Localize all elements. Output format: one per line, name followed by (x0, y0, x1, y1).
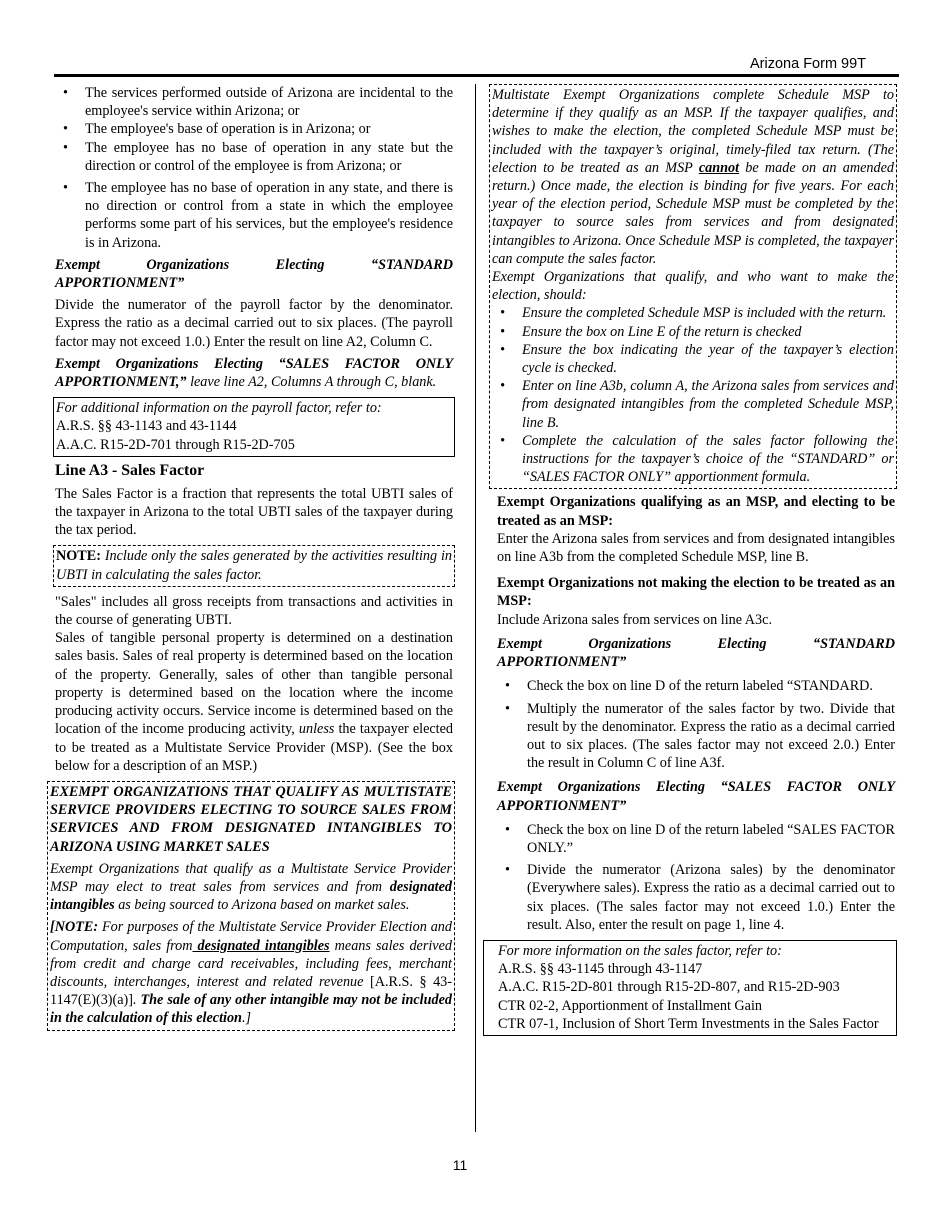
msp-elect-heading: Exempt Organizations qualifying as an MSP, and electing to be treated as an MSP: (497, 494, 895, 529)
form-title: Arizona Form 99T (750, 56, 867, 72)
employee-criteria-list (55, 84, 453, 252)
right-column (492, 84, 895, 1036)
msp-election-box (47, 781, 455, 1031)
msp-box-note (50, 918, 452, 1027)
not-msp-text: Include Arizona sales from services on line A3c. (497, 611, 772, 628)
sales-rules-text: Sales of tangible personal property is determined on a destination sales basis. Sales of real property is determined based on the location of the property. Generally, sales of other than tangible personal property is determined based on the location where the income producing activity occurs. Service income is determined based on the location of the income producing activity, (55, 630, 453, 738)
standard-apportionment-heading: Exempt Organizations Electing “STANDARD APPORTIONMENT” (55, 256, 453, 292)
msp-instructions-paragraph (492, 86, 894, 268)
list-item: • The employee has no base of operation in any state but the direction or control of the employee is from Arizona; or (55, 139, 453, 175)
list-item: • Check the box on line D of the return labeled “STANDARD. (497, 677, 895, 695)
list-item: • Complete the calculation of the sales factor following the instructions for the taxpayer’s choice of the “STANDARD” or “SALES FACTOR ONLY” apportionment formula. (492, 432, 894, 487)
sales-rules (55, 629, 453, 775)
list-item: • The employee has no base of operation in any state, and there is no direction or control from a state in which the employee performs some part of his services, but the employee's residence is in Arizona. (55, 179, 453, 252)
msp-instructions-list (492, 304, 894, 486)
page-number: 11 (452, 1157, 468, 1173)
msp-note-period: . (132, 992, 141, 1009)
list-item: • The employee's base of operation is in Arizona; or (55, 120, 453, 138)
payroll-reference-intro: For additional information on the payroll factor, refer to: (56, 400, 382, 417)
sales-rules-unless: unless (298, 721, 335, 738)
list-item: • Check the box on line D of the return labeled “SALES FACTOR ONLY.” (497, 821, 895, 857)
msp-instructions-text-cont: be made on an amended return.) Once made, the election is binding for five years. For each year of the election period, Schedule MSP must be completed by the taxpayer to source sales from services and from designated intangibles to Arizona. Once Schedule MSP is completed, the taxpayer can compute the sales factor. (492, 159, 894, 267)
sales-factor-heading: Line A3 - Sales Factor (55, 461, 205, 479)
sales-reference-aac: A.A.C. R15-2D-801 through R15-2D-807, and R15-2D-903 (498, 979, 840, 996)
header-rule (54, 74, 899, 77)
list-item: • Ensure the box on Line E of the return is checked (492, 323, 894, 341)
msp-note-designated: designated intangibles (192, 937, 330, 954)
msp-instructions-cannot: cannot (698, 159, 740, 176)
msp-box-text-cont: as being sourced to Arizona based on market sales. (114, 897, 410, 914)
column-divider (475, 84, 476, 1132)
note-paragraph (56, 547, 452, 583)
msp-box-text: Exempt Organizations that qualify as a Multistate Service Provider MSP may elect to treat sales from services and from (50, 860, 452, 895)
sfo-sales-list (497, 821, 895, 934)
note-text: Include only the sales generated by the activities resulting in UBTI in calculating the sales factor. (56, 548, 452, 583)
msp-instructions-box (489, 84, 897, 489)
list-item: • Ensure the completed Schedule MSP is included with the return. (492, 304, 894, 322)
msp-note-citation: [A.R.S. § 43-1147(E)(3)(a)] (50, 973, 452, 1009)
payroll-reference-aac: A.A.C. R15-2D-701 through R15-2D-705 (56, 436, 295, 453)
sfo-heading: Exempt Organizations Electing “SALES FACTOR ONLY APPORTIONMENT,” (55, 355, 453, 391)
sales-rules-text-cont: the taxpayer elected to be treated as a Multistate Service Provider (MSP). (See the box below for a description of an MSP.) (55, 721, 454, 774)
msp-note-restriction: The sale of any other intangible may not be included in the calculation of this election (50, 992, 453, 1027)
sales-factor-intro: The Sales Factor is a fraction that represents the total UBTI sales of the taxpayer in Arizona to the total UBTI sales of the taxpayer during the tax period. (55, 485, 453, 539)
list-item: • Divide the numerator (Arizona sales) by the denominator (Everywhere sales). Express the ratio as a decimal carried out to six places. (The sales factor may not exceed 1.0.) Enter the result. Also, enter the result on page 1, line 4. (497, 861, 895, 934)
sales-reference-ctr-02: CTR 02-2, Apportionment of Installment Gain (498, 997, 763, 1014)
payroll-reference-box (53, 397, 455, 457)
msp-instructions-intro: Exempt Organizations that qualify, and who want to make the election, should: (492, 269, 894, 304)
sfo-text: leave line A2, Columns A through C, blank. (186, 374, 437, 391)
msp-instructions-text: Multistate Exempt Organizations complete Schedule MSP to determine if they qualify as an MSP. If the taxpayer qualifies, and wishes to make the election, the completed Schedule MSP must be included with the taxpayer’s original, timely-filed tax return. (The election to be treated as an MSP (492, 87, 894, 176)
sfo-sales-heading: Exempt Organizations Electing “SALES FACTOR ONLY APPORTIONMENT” (497, 779, 895, 814)
standard-sales-list (497, 677, 895, 772)
standard-apportionment-text: Divide the numerator of the payroll factor by the denominator. Express the ratio as a decimal carried out to six places. (The payroll factor may not exceed 1.0.) Enter the result on line A2, Column C. (55, 297, 453, 350)
note-label: NOTE: (56, 548, 101, 565)
sales-reference-intro: For more information on the sales factor, refer to: (498, 942, 782, 959)
msp-note-label: [NOTE: (50, 919, 99, 936)
msp-note-close: .] (241, 1010, 252, 1027)
msp-note-text-cont: means sales derived from credit and charge card receivables, including fees, merchant discounts, interchanges, interest and related revenue (50, 937, 452, 990)
standard-sales-heading: Exempt Organizations Electing “STANDARD APPORTIONMENT” (497, 635, 895, 671)
sfo-paragraph (55, 355, 453, 391)
not-msp-heading: Exempt Organizations not making the election to be treated as an MSP: (497, 575, 895, 610)
sales-reference-ars: A.R.S. §§ 43-1145 through 43-1147 (498, 961, 703, 978)
sales-reference-box (483, 940, 897, 1036)
msp-box-heading: EXEMPT ORGANIZATIONS THAT QUALIFY AS MULTISTATE SERVICE PROVIDERS ELECTING TO SOURCE SALES FROM SERVICES AND FROM DESIGNATED INTANGIBLES TO ARIZONA USING MARKET SALES (50, 783, 452, 855)
list-item: • Multiply the numerator of the sales factor by two. Divide that result by the denominator. Express the ratio as a decimal carried out to six places. (The sales factor may not exceed 2.0.) Enter the result in Column C of line A3f. (497, 700, 895, 773)
list-item: • The services performed outside of Arizona are incidental to the employee's service within Arizona; or (55, 84, 453, 120)
msp-box-paragraph (50, 860, 452, 915)
msp-box-designated: designated intangibles (50, 878, 452, 914)
list-item: • Ensure the box indicating the year of the taxpayer’s election cycle is checked. (492, 341, 894, 377)
note-box (53, 545, 455, 586)
payroll-reference-ars: A.R.S. §§ 43-1143 and 43-1144 (56, 418, 237, 435)
msp-elect-text: Enter the Arizona sales from services and from designated intangibles on line A3b from the completed Schedule MSP, line B. (497, 530, 895, 566)
sales-reference-ctr-07: CTR 07-1, Inclusion of Short Term Investments in the Sales Factor (498, 1015, 879, 1032)
msp-note-text: For purposes of the Multistate Service Provider Election and Computation, sales from (50, 919, 452, 954)
list-item: • Enter on line A3b, column A, the Arizona sales from services and from designated intangibles from the completed Schedule MSP, line B. (492, 377, 894, 432)
sales-definition: "Sales" includes all gross receipts from transactions and activities in the course of generating UBTI. (55, 593, 453, 629)
left-column (50, 84, 454, 1031)
